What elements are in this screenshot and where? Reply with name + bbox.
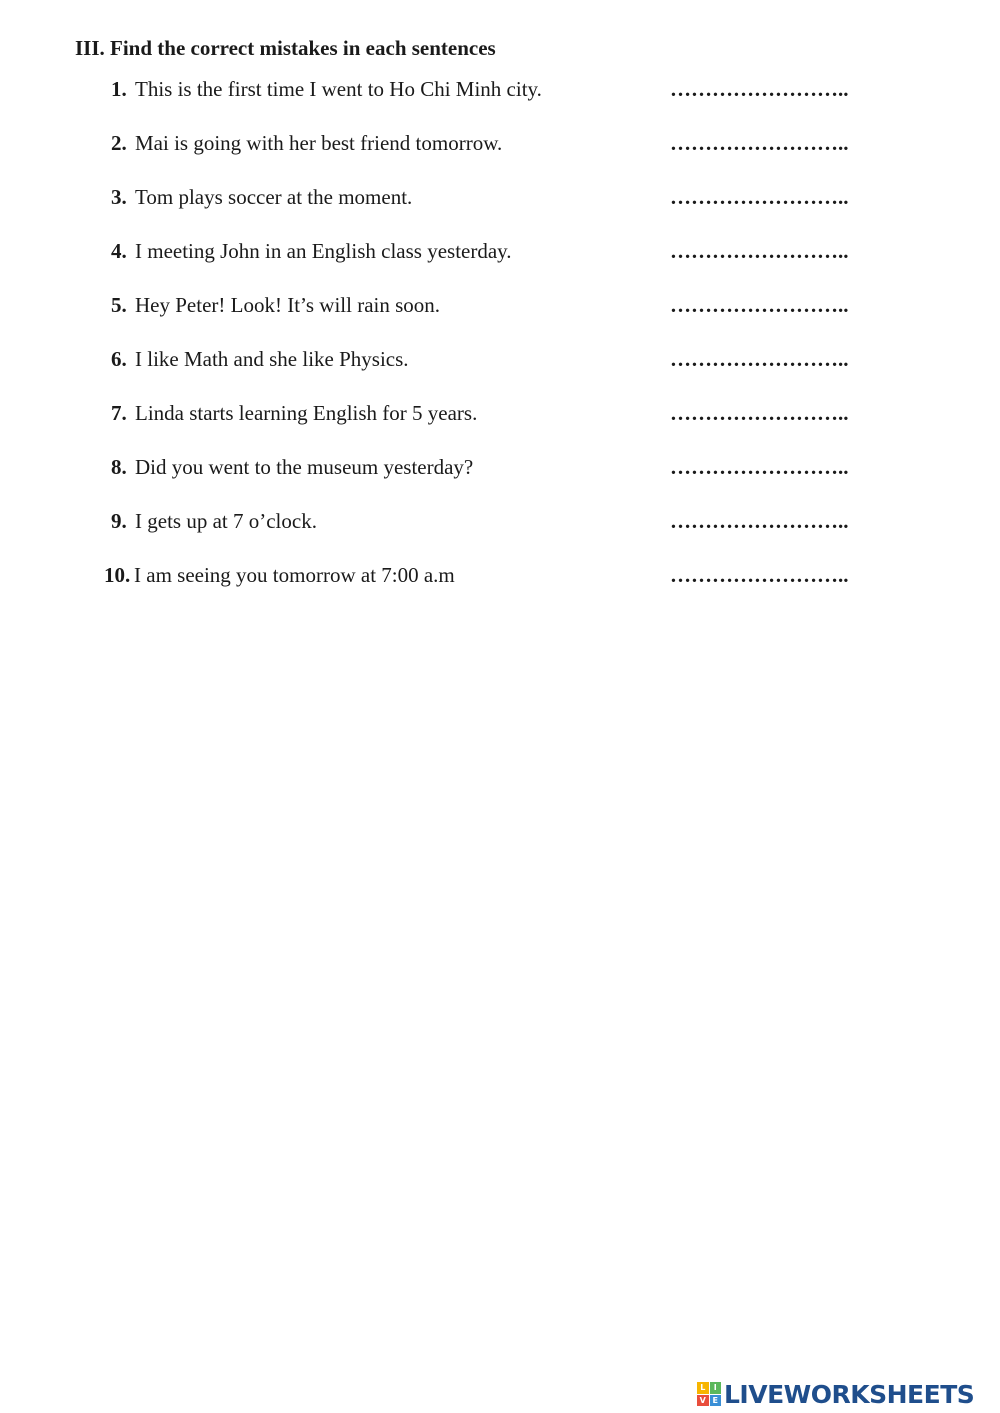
answer-blank[interactable]: …………………….. <box>670 455 849 479</box>
question-text: I meeting John in an English class yesterday. <box>135 239 512 263</box>
answer-blank[interactable]: …………………….. <box>670 347 849 371</box>
logo-mark-letter: V <box>697 1395 709 1407</box>
question-text: This is the first time I went to Ho Chi Minh city. <box>135 77 542 101</box>
question-text: Hey Peter! Look! It’s will rain soon. <box>135 293 441 317</box>
question-number: 8. <box>111 455 127 479</box>
question-item <box>0 347 1000 377</box>
question-number: 7. <box>111 401 127 425</box>
answer-blank[interactable]: …………………….. <box>670 131 849 155</box>
logo-mark-letter: L <box>697 1382 709 1394</box>
answer-blank[interactable]: …………………….. <box>670 239 849 263</box>
question-text: I gets up at 7 o’clock. <box>135 509 317 533</box>
question-text: Linda starts learning English for 5 years. <box>135 401 478 425</box>
question-number: 9. <box>111 509 127 533</box>
answer-blank[interactable]: …………………….. <box>670 293 849 317</box>
liveworksheets-logo[interactable] <box>697 1378 974 1410</box>
question-text: Did you went to the museum yesterday? <box>135 455 474 479</box>
question-number: 3. <box>111 185 127 209</box>
question-text: I like Math and she like Physics. <box>135 347 409 371</box>
question-text: I am seeing you tomorrow at 7:00 a.m <box>134 563 455 587</box>
question-text: Tom plays soccer at the moment. <box>135 185 413 209</box>
answer-blank[interactable]: …………………….. <box>670 185 849 209</box>
question-item <box>0 455 1000 485</box>
question-number: 6. <box>111 347 127 371</box>
question-item <box>0 131 1000 161</box>
question-number: 1. <box>111 77 127 101</box>
question-number: 10. <box>104 563 131 587</box>
question-item <box>0 77 1000 107</box>
logo-text: LIVEWORKSHEETS <box>724 1379 975 1409</box>
logo-mark-letter: E <box>710 1395 722 1407</box>
question-number: 2. <box>111 131 127 155</box>
question-item <box>0 563 1000 593</box>
question-text: Mai is going with her best friend tomorrow. <box>135 131 503 155</box>
section-heading: III. Find the correct mistakes in each sentences <box>75 36 496 60</box>
question-number: 4. <box>111 239 127 263</box>
answer-blank[interactable]: …………………….. <box>670 77 849 101</box>
answer-blank[interactable]: …………………….. <box>670 401 849 425</box>
question-item <box>0 185 1000 215</box>
question-item <box>0 239 1000 269</box>
logo-mark-letter: I <box>710 1382 722 1394</box>
question-item <box>0 293 1000 323</box>
question-item <box>0 401 1000 431</box>
answer-blank[interactable]: …………………….. <box>670 509 849 533</box>
liveworksheets-logo-icon <box>697 1382 721 1406</box>
answer-blank[interactable]: …………………….. <box>670 563 849 587</box>
question-number: 5. <box>111 293 127 317</box>
question-item <box>0 509 1000 539</box>
